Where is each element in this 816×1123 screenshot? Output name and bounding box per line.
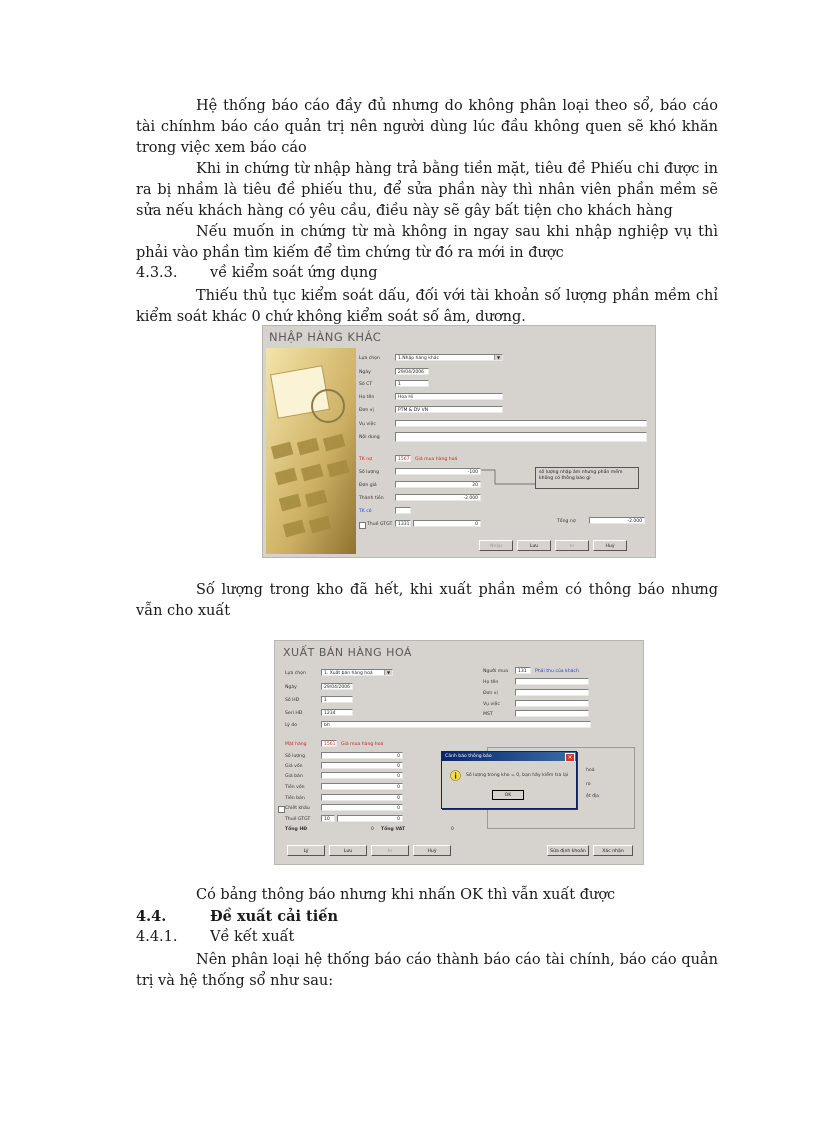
vu-viec-field[interactable] <box>395 420 647 427</box>
tien-ban-field[interactable]: 0 <box>321 794 403 801</box>
tong-vat-value: 0 <box>451 827 454 832</box>
nhap-button[interactable]: Nhập <box>479 540 513 551</box>
side-text-1: hoá <box>586 768 595 773</box>
luu-button[interactable]: Lưu <box>329 845 367 856</box>
label-tk-no: TK nợ <box>359 457 373 462</box>
label-don-vi: Đơn vị <box>359 408 374 413</box>
form-illustration <box>266 348 356 554</box>
label-lua-chon: Lựa chọn <box>359 356 380 361</box>
paragraph-3: Nếu muốn in chứng từ mà không in ngay sau khi nhập nghiệp vụ thì phải vào phần tìm kiếm để tìm chứng từ đó ra mới in được <box>136 224 718 261</box>
annotation-note: số lượng nhập âm nhưng phần mềm không có thông báo gì <box>535 467 639 489</box>
gia-ban-field[interactable]: 0 <box>321 772 403 779</box>
xac-nhan-button[interactable]: Xác nhận <box>593 845 633 856</box>
heading-number: 4.3.3. <box>136 265 178 281</box>
label-ly-do: Lý do <box>285 723 298 728</box>
vu-viec-field[interactable] <box>515 700 589 707</box>
paragraph-5: Số lượng trong kho đã hết, khi xuất phần mềm có thông báo nhưng vẫn cho xuất <box>136 582 718 619</box>
label-so-luong: Số lượng <box>285 754 306 759</box>
label-lua-chon: Lựa chọn <box>285 671 306 676</box>
paragraph-2: Khi in chứng từ nhập hàng trả bằng tiền mặt, tiêu đề Phiếu chi được in ra bị nhầm là tiêu đề phiếu thu, để sửa phần này thì nhân viên phần mềm sẽ sửa nếu khách hàng có yêu cầu, điều này sẽ gây bất tiện cho khách hàng <box>136 161 718 219</box>
label-seri-hd: Seri HĐ <box>285 711 303 716</box>
heading-number: 4.4. <box>136 908 167 925</box>
label-mst: MST <box>483 712 493 717</box>
so-ct-field[interactable]: 1 <box>395 380 429 387</box>
paragraph-4: Thiếu thủ tục kiểm soát dấu, đối với tài khoản số lượng phần mềm chỉ kiểm soát khác 0 chứ không kiểm soát số âm, dương. <box>136 288 718 325</box>
thue-gtgt-checkbox[interactable] <box>359 522 366 529</box>
label-don-vi: Đơn vị <box>483 691 498 696</box>
label-tong-hd: Tổng HĐ <box>285 827 308 832</box>
huy-button[interactable]: Huỷ <box>593 540 627 551</box>
ho-ten-field[interactable]: Hoa Hi <box>395 393 503 400</box>
dialog-title: Cảnh báo thông báo <box>445 754 492 759</box>
label-noi-dung: Nội dung <box>359 435 380 440</box>
label-vu-viec: Vụ việc <box>483 702 500 707</box>
mst-field[interactable] <box>515 710 589 717</box>
heading-text: Về kết xuất <box>210 929 295 945</box>
label-ho-ten: Họ tên <box>483 680 499 685</box>
heading-text: về kiểm soát ứng dụng <box>210 265 378 281</box>
label-tong-vat: Tổng VAT <box>381 827 406 832</box>
ly-button[interactable]: Lý <box>287 845 325 856</box>
thue-rate-field[interactable]: 10 <box>321 815 335 822</box>
seri-hd-field[interactable]: 1234 <box>321 709 353 716</box>
dialog-titlebar <box>442 752 576 761</box>
thanh-tien-field[interactable]: -2.000 <box>395 494 481 501</box>
ho-ten-field[interactable] <box>515 678 589 685</box>
label-tong-no: Tổng nợ <box>557 519 576 524</box>
lua-chon-select[interactable]: 1.Nhập hàng khác ▼ <box>395 354 503 361</box>
tk-no-field[interactable]: 1567 <box>395 455 411 462</box>
dialog-ok-button[interactable]: OK <box>492 790 524 800</box>
in-button[interactable]: In <box>555 540 589 551</box>
label-nguoi-mua: Người mua <box>483 669 509 674</box>
so-hd-field[interactable]: 1 <box>321 696 353 703</box>
label-gia-ban: Giá bán <box>285 774 303 779</box>
warning-dialog <box>441 751 577 809</box>
label-thanh-tien: Thành tiền <box>359 496 384 501</box>
close-icon[interactable]: × <box>565 753 575 762</box>
lua-chon-select[interactable]: 1. Xuất bán hàng hoá ▼ <box>321 669 393 676</box>
label-don-gia: Đơn giá <box>359 483 377 488</box>
label-tien-von: Tiền vốn <box>285 785 305 790</box>
label-thue-gtgt: Thuế GTGT <box>285 817 311 822</box>
don-vi-field[interactable] <box>515 689 589 696</box>
sua-dinh-khoan-button[interactable]: Sửa định khoản <box>547 845 589 856</box>
chevron-down-icon[interactable]: ▼ <box>384 670 392 676</box>
annotation-connector <box>481 468 537 486</box>
label-tk-co: TK có <box>359 509 372 514</box>
dialog-message: Số lượng trong kho = 0, bạn hãy kiểm tra lại <box>466 773 569 778</box>
label-so-ct: Số CT <box>359 382 373 387</box>
label-mat-hang: Mặt hàng <box>285 742 307 747</box>
nguoi-mua-field[interactable]: 131 <box>515 667 531 674</box>
noi-dung-field[interactable] <box>395 432 647 442</box>
tong-no-field: -2.000 <box>589 517 645 524</box>
tien-von-field[interactable]: 0 <box>321 783 403 790</box>
in-button[interactable]: In <box>371 845 409 856</box>
huy-button[interactable]: Huỷ <box>413 845 451 856</box>
label-thue-gtgt: Thuế GTGT <box>367 522 393 527</box>
paragraph-6: Có bảng thông báo nhưng khi nhấn OK thì vẫn xuất được <box>196 887 616 903</box>
label-so-hd: Số HĐ <box>285 698 300 703</box>
form-title: NHẬP HÀNG KHÁC <box>269 330 382 344</box>
label-gia-von: Giá vốn <box>285 764 303 769</box>
heading-4-4 <box>136 908 338 925</box>
label-so-luong: Số lượng <box>359 470 380 475</box>
export-form-screenshot <box>274 640 644 865</box>
chiet-khau-checkbox[interactable] <box>278 806 285 813</box>
form-title: XUẤT BÁN HÀNG HOÁ <box>283 646 412 659</box>
label-chiet-khau: Chiết khấu <box>285 806 310 811</box>
tk-co-field[interactable] <box>395 507 411 514</box>
nguoi-mua-description: Phải thu của khách <box>535 669 579 674</box>
info-icon <box>450 770 461 781</box>
chiet-khau-field[interactable]: 0 <box>321 804 403 811</box>
don-vi-field[interactable]: PTM & DV VN <box>395 406 503 413</box>
import-form-screenshot <box>262 325 656 558</box>
label-ngay: Ngày <box>285 685 297 690</box>
heading-text: Đề xuất cải tiến <box>210 908 339 925</box>
thue-tk-field[interactable]: 1331 <box>395 520 411 527</box>
paragraph-1: Hệ thống báo cáo đầy đủ nhưng do không phân loại theo sổ, báo cáo tài chínhm báo cáo quản trị nên người dùng lúc đầu không quen sẽ khó khăn trong việc xem báo cáo <box>136 98 718 156</box>
tk-no-description: Giá mua hàng hoá <box>415 457 458 462</box>
label-ho-ten: Họ tên <box>359 395 375 400</box>
luu-button[interactable]: Lưu <box>517 540 551 551</box>
gia-von-field[interactable]: 0 <box>321 762 403 769</box>
side-text-3: ệt địa <box>586 794 600 799</box>
chevron-down-icon[interactable]: ▼ <box>494 355 502 361</box>
heading-4-3-3 <box>136 265 378 281</box>
ngay-field[interactable]: 29/04/2006 <box>321 683 353 690</box>
ly-do-field[interactable]: bh <box>321 721 591 728</box>
tong-hd-value: 0 <box>371 827 374 832</box>
thue-value-field[interactable]: 0 <box>413 520 481 527</box>
label-ngay: Ngày <box>359 370 371 375</box>
so-luong-field[interactable]: 0 <box>321 752 403 759</box>
ngay-field[interactable]: 29/04/2006 <box>395 368 429 375</box>
thue-value-field[interactable]: 0 <box>337 815 403 822</box>
heading-4-4-1 <box>136 929 294 945</box>
paragraph-7: Nên phân loại hệ thống báo cáo thành báo cáo tài chính, báo cáo quản trị và hệ thống sổ như sau: <box>136 952 718 989</box>
don-gia-field[interactable]: 20 <box>395 481 481 488</box>
mat-hang-description: Giá mua hàng hoá <box>341 742 384 747</box>
label-tien-ban: Tiền bán <box>285 796 305 801</box>
so-luong-field[interactable]: -100 <box>395 468 481 475</box>
label-vu-viec: Vụ việc <box>359 422 376 427</box>
side-text-2: ro <box>586 782 591 787</box>
mat-hang-field[interactable]: 1561 <box>321 740 337 747</box>
heading-number: 4.4.1. <box>136 929 178 945</box>
